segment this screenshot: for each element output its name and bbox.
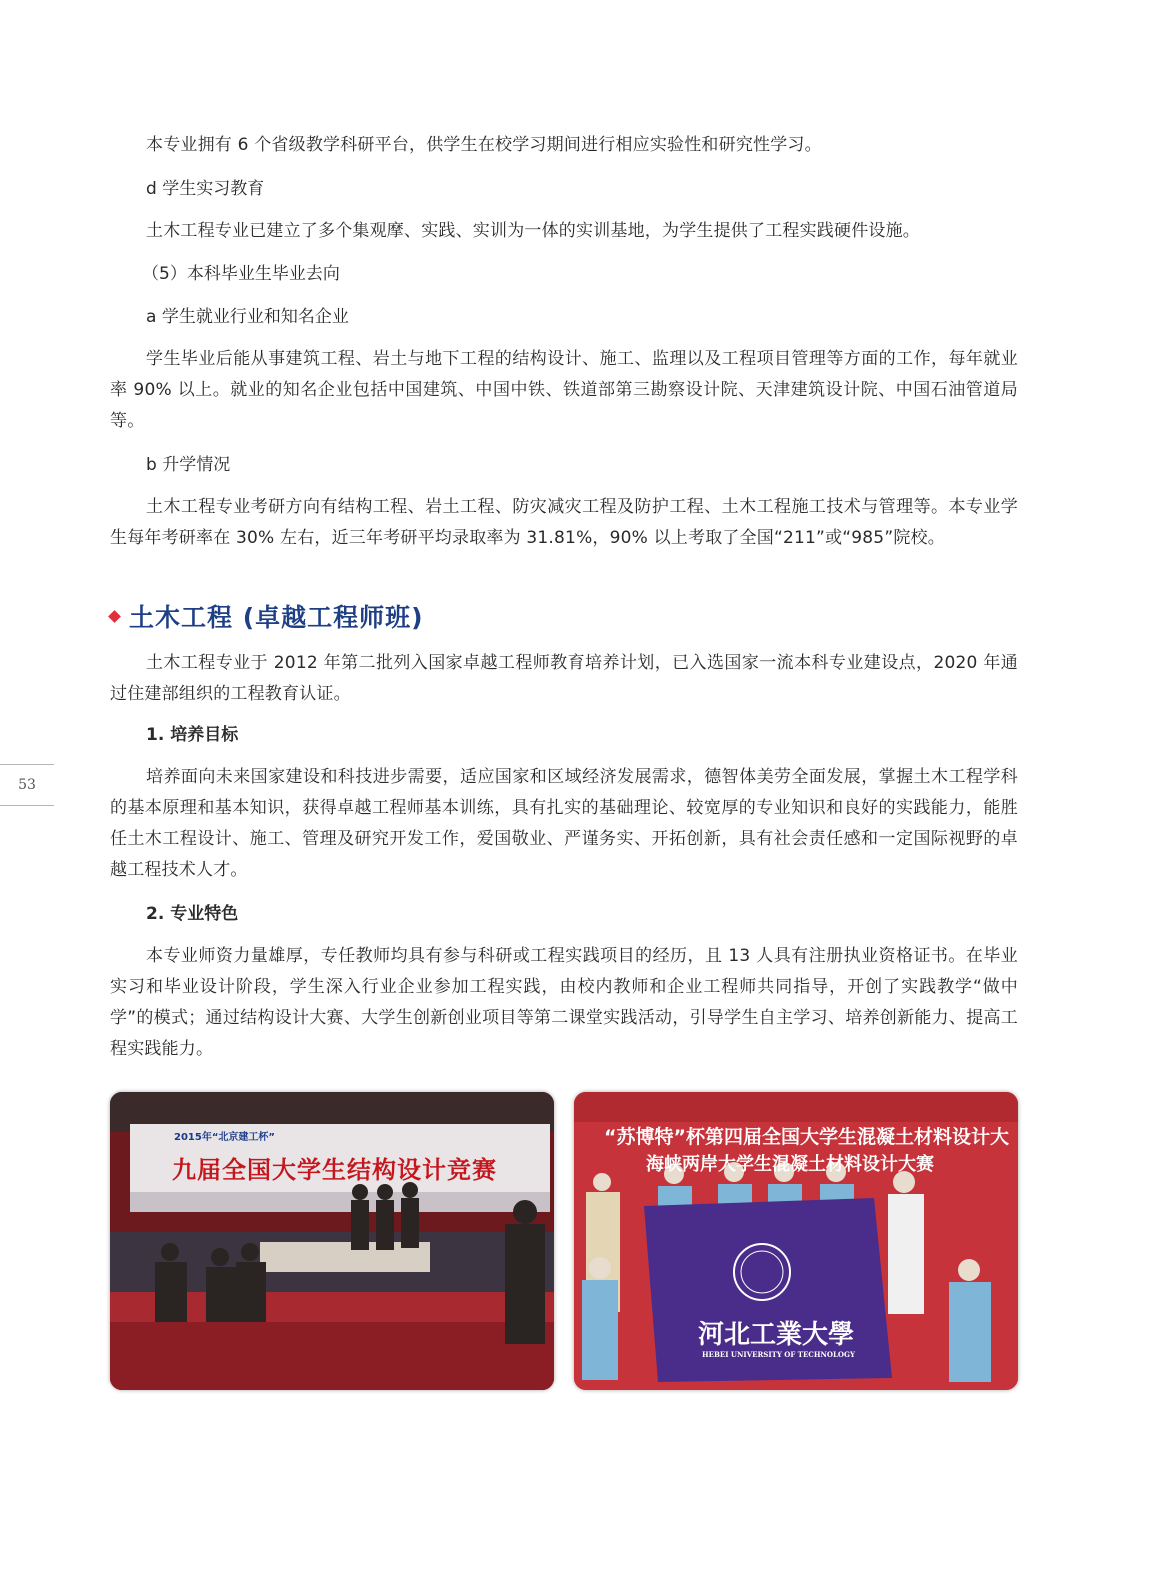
flag-university-english: HEBEI UNIVERSITY OF TECHNOLOGY [702, 1350, 855, 1359]
photo-concrete-competition [574, 1092, 1018, 1390]
page-number: 53 [0, 764, 54, 806]
heading-graduate-destination: （5）本科毕业生毕业去向 [142, 264, 340, 284]
heading-further-study: b 升学情况 [146, 455, 231, 475]
heading-internship: d 学生实习教育 [146, 179, 265, 199]
heading-features: 2. 专业特色 [146, 904, 239, 924]
paragraph-training-goal: 培养面向未来国家建设和科技进步需要，适应国家和区域经济发展需求，德智体美劳全面发展，掌握土木工程学科的基本原理和基本知识，获得卓越工程师基本训练，具有扎实的基础理论、较宽厚的专业知识和良好的实践能力，能胜任土木工程设计、施工、管理及研究开发工作，爱国敬业、严谨务实、开拓创新，具有社会责任感和一定国际视野的卓越工程技术人才。 [110, 767, 1018, 880]
diamond-bullet-icon [108, 610, 121, 623]
banner-line-1: “苏博特”杯第四届全国大学生混凝土材料设计大 [604, 1126, 1009, 1148]
heading-training-goal: 1. 培养目标 [146, 725, 239, 745]
paragraph-section-intro: 土木工程专业于 2012 年第二批列入国家卓越工程师教育培养计划，已入选国家一流本科专业建设点，2020 年通过住建部组织的工程教育认证。 [110, 653, 1018, 704]
paragraph-further-study: 土木工程专业考研方向有结构工程、岩土工程、防灾减灾工程及防护工程、土木工程施工技术与管理等。本专业学生每年考研率在 30% 左右，近三年考研平均录取率为 31.81%，90% 以上考取了全国“211”或“985”院校。 [110, 497, 1018, 548]
section-title-text: 土木工程 (卓越工程师班) [129, 603, 424, 632]
heading-employment: a 学生就业行业和知名企业 [146, 307, 349, 327]
paragraph-training-base: 土木工程专业已建立了多个集观摩、实践、实训为一体的实训基地，为学生提供了工程实践硬件设施。 [146, 221, 920, 241]
paragraph-employment: 学生毕业后能从事建筑工程、岩土与地下工程的结构设计、施工、监理以及工程项目管理等方面的工作，每年就业率 90% 以上。就业的知名企业包括中国建筑、中国中铁、铁道部第三勘察设计院、天津建筑设计院、中国石油管道局等。 [110, 349, 1018, 431]
section-title [110, 598, 424, 634]
banner-subtitle: 2015年“北京建工杯” [174, 1132, 275, 1143]
paragraph-platforms: 本专业拥有 6 个省级教学科研平台，供学生在校学习期间进行相应实验性和研究性学习。 [146, 135, 822, 155]
photo-structure-competition [110, 1092, 554, 1390]
banner-line-2: 海峡两岸大学生混凝土材料设计大赛 [646, 1154, 934, 1175]
flag-university-name: 河北工業大學 [698, 1320, 855, 1350]
banner-title: 九届全国大学生结构设计竞赛 [172, 1156, 497, 1184]
paragraph-features: 本专业师资力量雄厚，专任教师均具有参与科研或工程实践项目的经历，且 13 人具有注册执业资格证书。在毕业实习和毕业设计阶段，学生深入行业企业参加工程实践，由校内教师和企业工程师共同指导，开创了实践教学“做中学”的模式；通过结构设计大赛、大学生创新创业项目等第二课堂实践活动，引导学生自主学习、培养创新能力、提高工程实践能力。 [110, 946, 1018, 1059]
